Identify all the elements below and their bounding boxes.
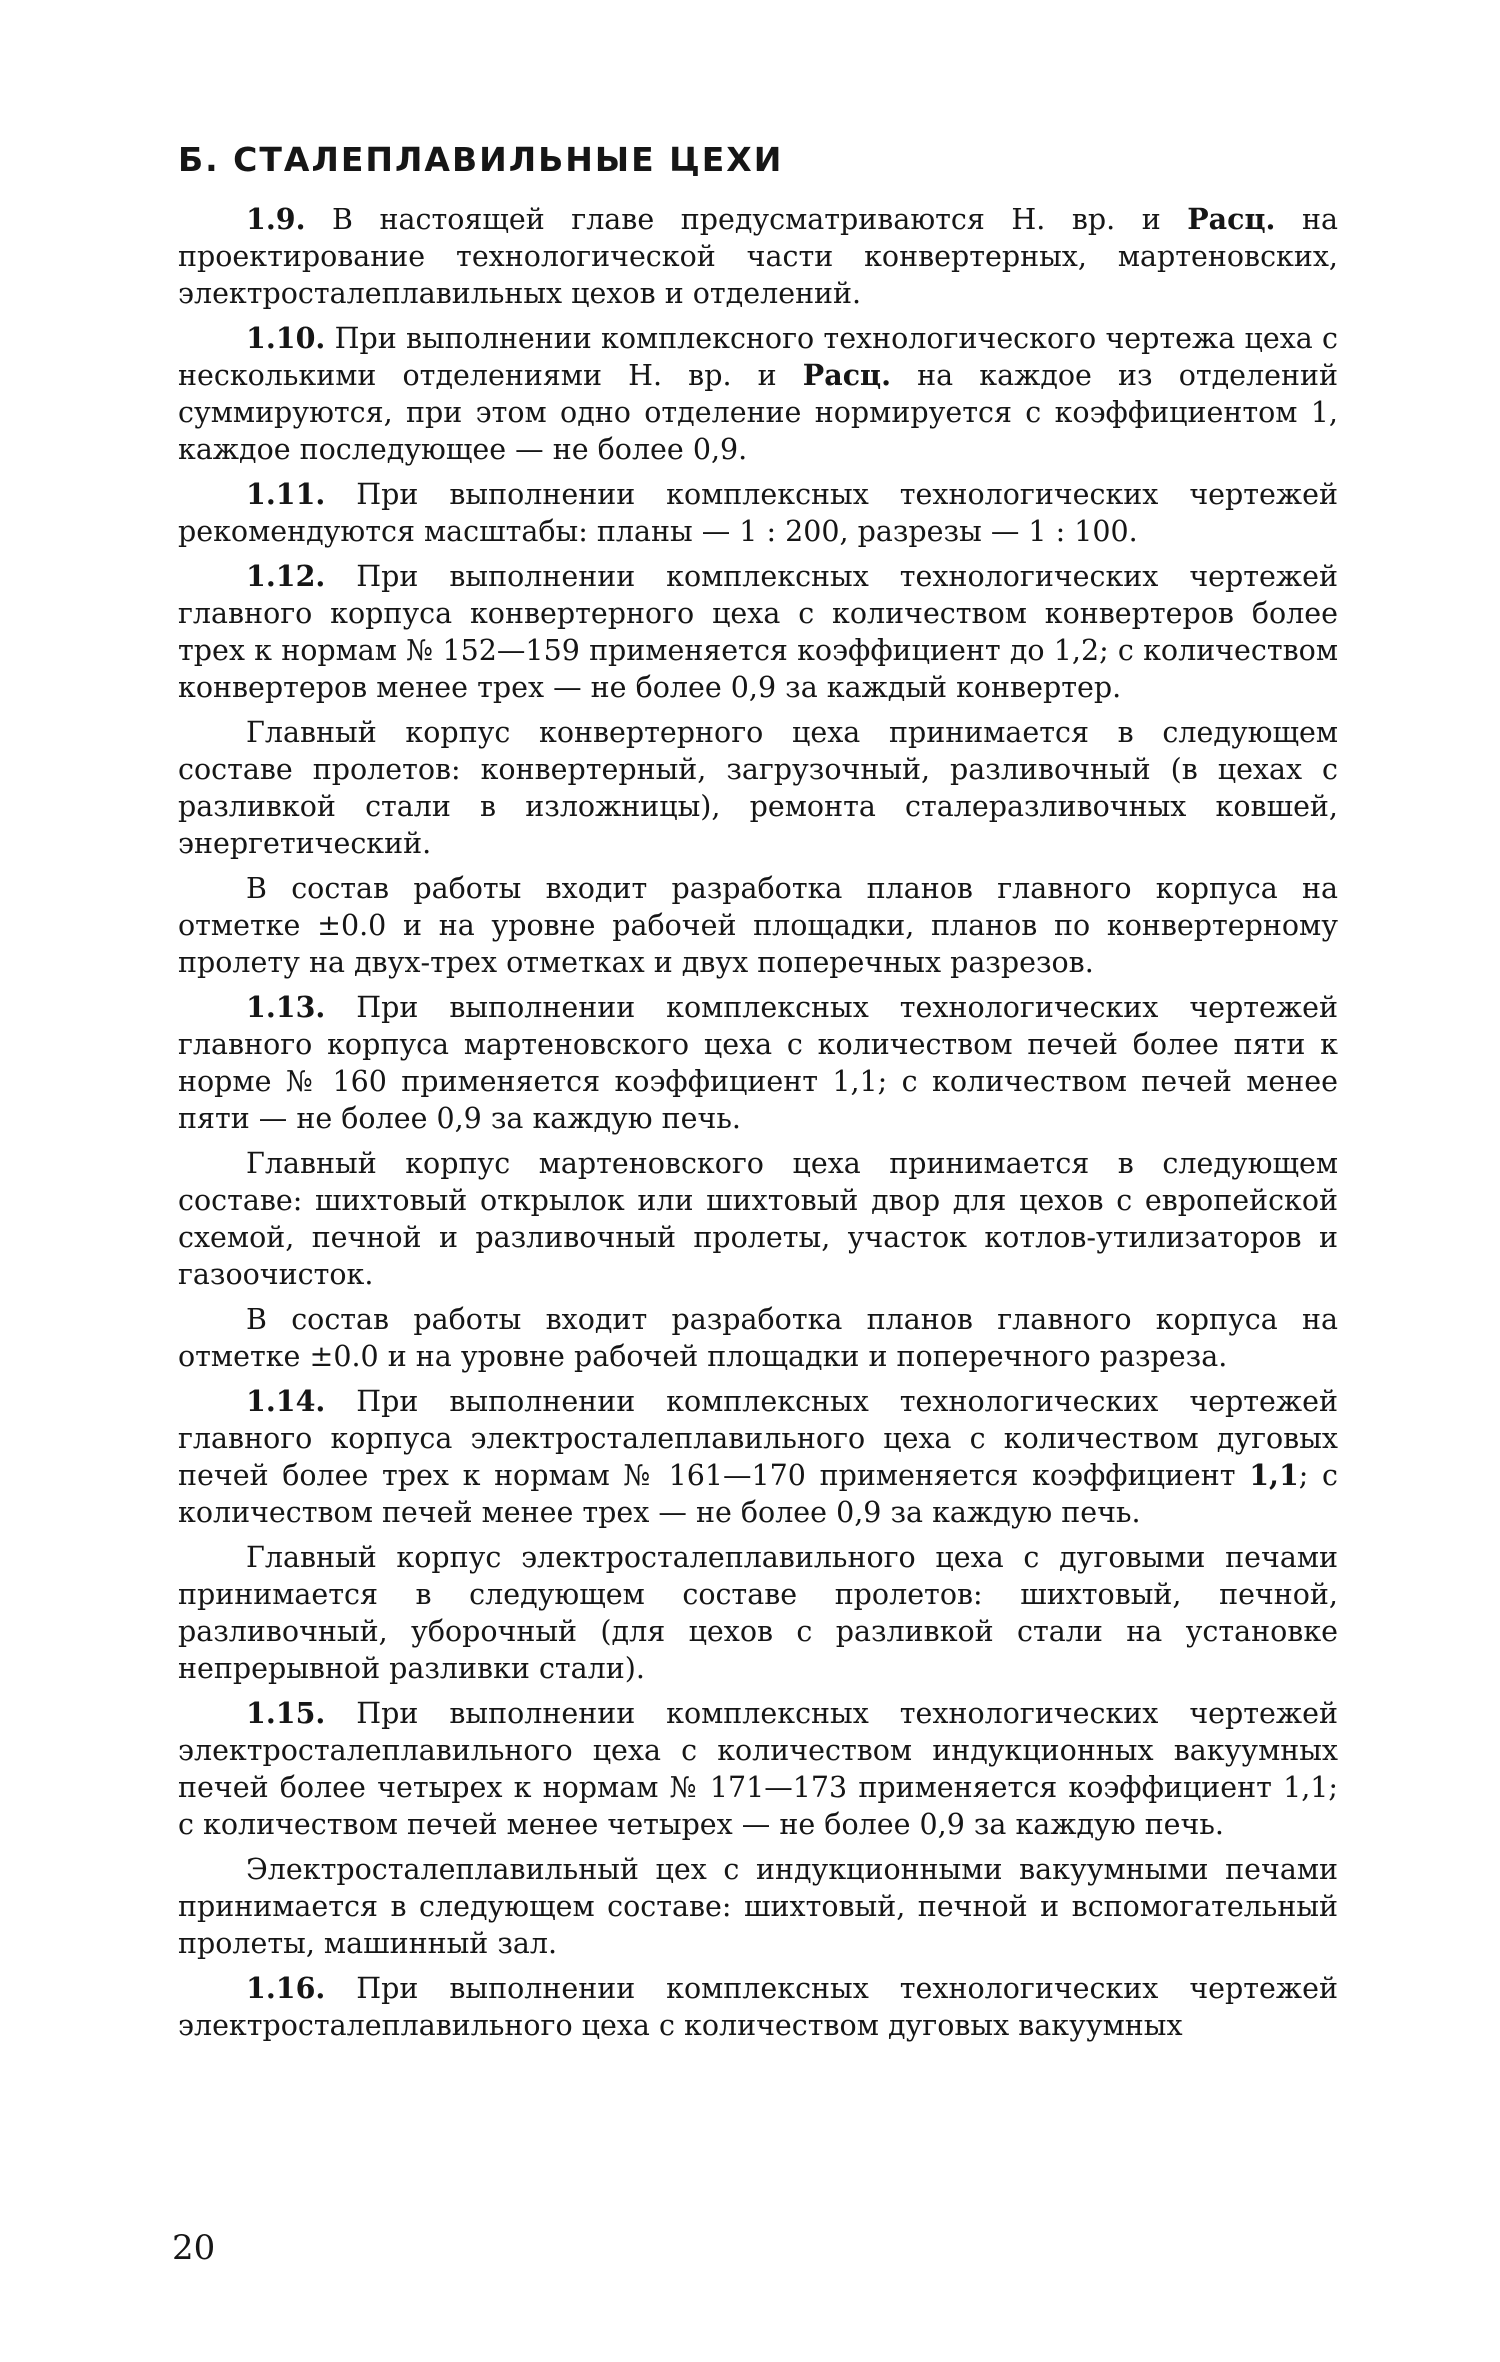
paragraph-text: на каждое из отделений суммируются, при этом одно отделение нормируется с коэффициентом 1, каждое последующее — не более 0,9. — [178, 359, 1339, 466]
paragraph-1-11 — [178, 476, 1338, 550]
paragraph-text: При выполнении комплексных технологических чертежей главного корпуса мартеновского цеха с количеством печей более пяти к норме № 160 применяется коэффициент 1,1; с количеством печей менее пяти — не более 0,9 за каждую печь. — [178, 991, 1338, 1135]
bold-term: Расц. — [1187, 202, 1276, 236]
paragraph-text: При выполнении комплексных технологических чертежей главного корпуса конвертерного цеха с количеством конвертеров более трех к нормам № 152—159 применяется коэффициент до 1,2; с количеством конвертеров менее трех — не более 0,9 за каждый конвертер. — [178, 560, 1338, 704]
paragraph-text: При выполнении комплексных технологических чертежей электросталеплавильного цеха с количеством дуговых вакуумных — [178, 1972, 1338, 2042]
clause-number: 1.9. — [246, 202, 306, 236]
paragraph-openhearth-composition: Главный корпус мартеновского цеха принимается в следующем составе: шихтовый открылок или шихтовый двор для цехов с европейской схемой, печной и разливочный пролеты, участок котлов-утилизаторов и газоочисток. — [178, 1147, 1338, 1291]
clause-number: 1.16. — [246, 1971, 326, 2005]
paragraph-1-15 — [178, 1695, 1338, 1843]
paragraph-1-10 — [178, 320, 1338, 468]
clause-number: 1.15. — [246, 1696, 326, 1730]
page-content — [178, 140, 1338, 2052]
paragraph-text: При выполнении комплексных технологических чертежей рекомендуются масштабы: планы — 1 : 200, разрезы — 1 : 100. — [178, 478, 1338, 548]
paragraph-text: В настоящей главе предусматриваются Н. вр. и — [305, 203, 1188, 236]
clause-number: 1.10. — [246, 321, 326, 355]
paragraph-text: При выполнении комплексных технологических чертежей главного корпуса электросталеплавильного цеха с количеством дуговых печей более трех к нормам № 161—170 применяется коэффициент — [178, 1385, 1338, 1492]
bold-term: 1,1 — [1249, 1458, 1299, 1492]
section-heading: Б. СТАЛЕПЛАВИЛЬНЫЕ ЦЕХИ — [178, 140, 784, 179]
page-number: 20 — [172, 2228, 216, 2268]
paragraph-text: При выполнении комплексного технологического чертежа цеха с несколькими отделениями Н. вр. и — [178, 322, 1338, 392]
paragraph-induction-composition: Электросталеплавильный цех с индукционными вакуумными печами принимается в следующем составе: шихтовый, печной и вспомогательный пролеты, машинный зал. — [178, 1853, 1338, 1960]
paragraph-openhearth-scope: В состав работы входит разработка планов главного корпуса на отметке ±0.0 и на уровне рабочей площадки и поперечного разреза. — [178, 1303, 1338, 1373]
paragraph-1-14 — [178, 1383, 1338, 1531]
paragraph-text: ; с количеством печей менее трех — не более 0,9 за каждую печь. — [178, 1459, 1338, 1529]
clause-number: 1.11. — [246, 477, 326, 511]
bold-term: Расц. — [802, 358, 892, 392]
paragraph-1-9 — [178, 201, 1338, 312]
clause-number: 1.13. — [246, 990, 326, 1024]
paragraph-1-16 — [178, 1970, 1338, 2044]
paragraph-converter-composition: Главный корпус конвертерного цеха принимается в следующем составе пролетов: конвертерный, загрузочный, разливочный (в цехах с разливкой стали в изложницы), ремонта сталеразливочных ковшей, энергетический. — [178, 716, 1338, 860]
paragraph-text: При выполнении комплексных технологических чертежей электросталеплавильного цеха с количеством индукционных вакуумных печей более четырех к нормам № 171—173 применяется коэффициент 1,1; с количеством печей менее четырех — не более 0,9 за каждую печь. — [178, 1697, 1338, 1841]
paragraph-arc-furnace-composition: Главный корпус электросталеплавильного цеха с дуговыми печами принимается в следующем составе пролетов: шихтовый, печной, разливочный, уборочный (для цехов с разливкой стали на установке непрерывной разливки стали). — [178, 1541, 1338, 1685]
paragraph-1-12 — [178, 558, 1338, 706]
clause-number: 1.12. — [246, 559, 326, 593]
paragraph-1-13 — [178, 989, 1338, 1137]
paragraph-text: на проектирование технологической части конвертерных, мартеновских, электросталеплавильных цехов и отделений. — [178, 203, 1339, 310]
clause-number: 1.14. — [246, 1384, 326, 1418]
paragraph-converter-scope: В состав работы входит разработка планов главного корпуса на отметке ±0.0 и на уровне рабочей площадки, планов по конвертерному пролету на двух-трех отметках и двух поперечных разрезов. — [178, 872, 1338, 979]
